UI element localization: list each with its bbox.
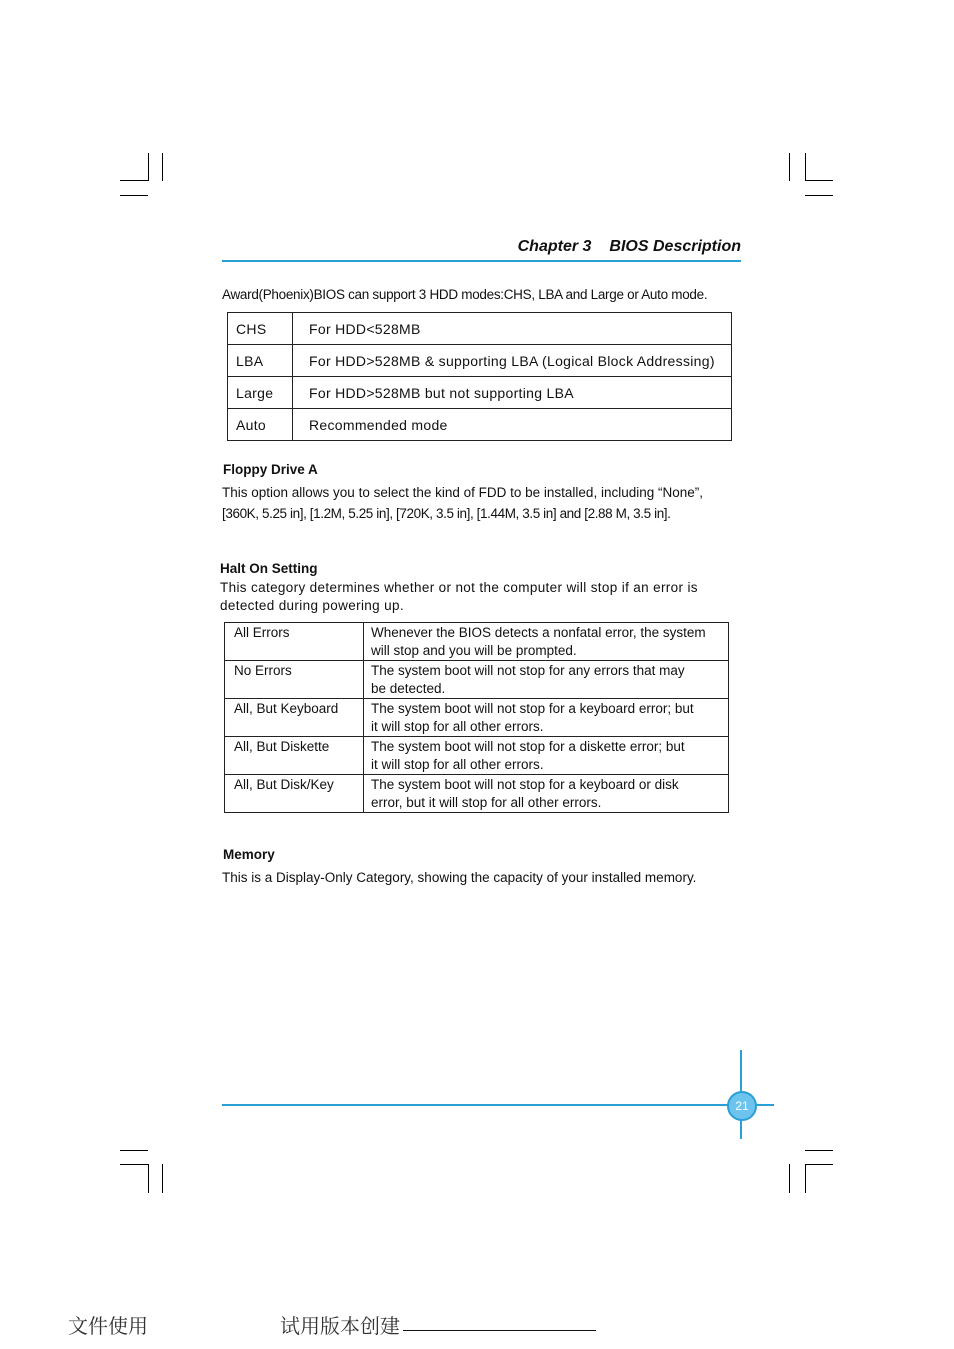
mode-cell: LBA bbox=[228, 345, 293, 377]
halt-line: detected during powering up. bbox=[220, 598, 404, 613]
crop-mark bbox=[805, 1164, 806, 1193]
table-row bbox=[225, 699, 729, 737]
crop-mark bbox=[162, 1164, 163, 1193]
option-desc-cell bbox=[364, 775, 729, 813]
desc-line: Whenever the BIOS detects a nonfatal error, the system bbox=[371, 625, 706, 640]
crop-mark bbox=[805, 180, 833, 181]
crop-mark bbox=[805, 1150, 833, 1151]
header-rule bbox=[222, 260, 741, 262]
intro-text: Award(Phoenix)BIOS can support 3 HDD modes:CHS, LBA and Large or Auto mode. bbox=[222, 287, 708, 302]
mode-desc-cell: For HDD<528MB bbox=[293, 313, 732, 345]
option-cell: All, But Keyboard bbox=[225, 699, 364, 737]
crop-mark bbox=[148, 153, 149, 181]
option-cell: All, But Diskette bbox=[225, 737, 364, 775]
crop-mark bbox=[120, 1164, 148, 1165]
desc-line: it will stop for all other errors. bbox=[371, 719, 544, 734]
halt-line: This category determines whether or not the computer will stop if an error is bbox=[220, 580, 698, 595]
table-row bbox=[228, 345, 732, 377]
option-cell: All Errors bbox=[225, 623, 364, 661]
watermark-underline bbox=[403, 1330, 596, 1331]
option-desc-cell bbox=[364, 623, 729, 661]
crop-mark bbox=[148, 1164, 149, 1193]
chapter-title bbox=[518, 238, 741, 256]
watermark-left: 文件使用 bbox=[68, 1314, 148, 1338]
desc-line: be detected. bbox=[371, 681, 446, 696]
table-row bbox=[228, 377, 732, 409]
crop-mark bbox=[120, 1150, 148, 1151]
mode-desc-cell: For HDD>528MB but not supporting LBA bbox=[293, 377, 732, 409]
option-desc-cell bbox=[364, 699, 729, 737]
crop-mark bbox=[120, 180, 148, 181]
chapter-header bbox=[222, 238, 741, 260]
crop-mark bbox=[805, 153, 806, 181]
table-row bbox=[225, 661, 729, 699]
table-row bbox=[225, 623, 729, 661]
floppy-heading: Floppy Drive A bbox=[223, 462, 318, 477]
floppy-line: This option allows you to select the kind of FDD to be installed, including “None”, bbox=[222, 485, 703, 500]
halt-heading: Halt On Setting bbox=[220, 561, 318, 576]
desc-line: it will stop for all other errors. bbox=[371, 757, 544, 772]
desc-line: will stop and you will be prompted. bbox=[371, 643, 577, 658]
desc-line: error, but it will stop for all other errors. bbox=[371, 795, 602, 810]
crop-mark bbox=[120, 195, 148, 196]
memory-description: This is a Display-Only Category, showing the capacity of your installed memory. bbox=[222, 870, 697, 885]
table-row bbox=[228, 409, 732, 441]
table-row bbox=[228, 313, 732, 345]
crop-mark bbox=[805, 1164, 833, 1165]
halt-description bbox=[220, 579, 698, 615]
crop-mark bbox=[789, 153, 790, 181]
crop-mark bbox=[805, 195, 833, 196]
page-number: 21 bbox=[727, 1091, 757, 1121]
footer-vertical-rule bbox=[740, 1050, 742, 1091]
desc-line: The system boot will not stop for any errors that may bbox=[371, 663, 685, 678]
option-cell: No Errors bbox=[225, 661, 364, 699]
footer-rule bbox=[222, 1104, 774, 1106]
mode-desc-cell: Recommended mode bbox=[293, 409, 732, 441]
option-desc-cell bbox=[364, 661, 729, 699]
memory-heading: Memory bbox=[223, 847, 275, 862]
footer-vertical-rule bbox=[740, 1119, 742, 1139]
option-desc-cell bbox=[364, 737, 729, 775]
desc-line: The system boot will not stop for a keyboard error; but bbox=[371, 701, 694, 716]
hdd-mode-table bbox=[227, 312, 732, 441]
chapter-label: Chapter 3 bbox=[517, 238, 592, 255]
table-row bbox=[225, 775, 729, 813]
desc-line: The system boot will not stop for a diskette error; but bbox=[371, 739, 685, 754]
mode-cell: CHS bbox=[228, 313, 293, 345]
floppy-line: [360K, 5.25 in], [1.2M, 5.25 in], [720K, 3.5 in], [1.44M, 3.5 in] and [2.88 M, 3.5 in]. bbox=[222, 506, 671, 521]
floppy-description bbox=[222, 482, 703, 524]
mode-desc-cell: For HDD>528MB & supporting LBA (Logical Block Addressing) bbox=[293, 345, 732, 377]
mode-cell: Large bbox=[228, 377, 293, 409]
section-label: BIOS Description bbox=[609, 238, 741, 255]
desc-line: The system boot will not stop for a keyboard or disk bbox=[371, 777, 679, 792]
watermark-right: 试用版本创建 bbox=[280, 1314, 400, 1338]
crop-mark bbox=[789, 1164, 790, 1193]
halt-on-table bbox=[224, 622, 729, 813]
option-cell: All, But Disk/Key bbox=[225, 775, 364, 813]
crop-mark bbox=[162, 153, 163, 181]
table-row bbox=[225, 737, 729, 775]
mode-cell: Auto bbox=[228, 409, 293, 441]
